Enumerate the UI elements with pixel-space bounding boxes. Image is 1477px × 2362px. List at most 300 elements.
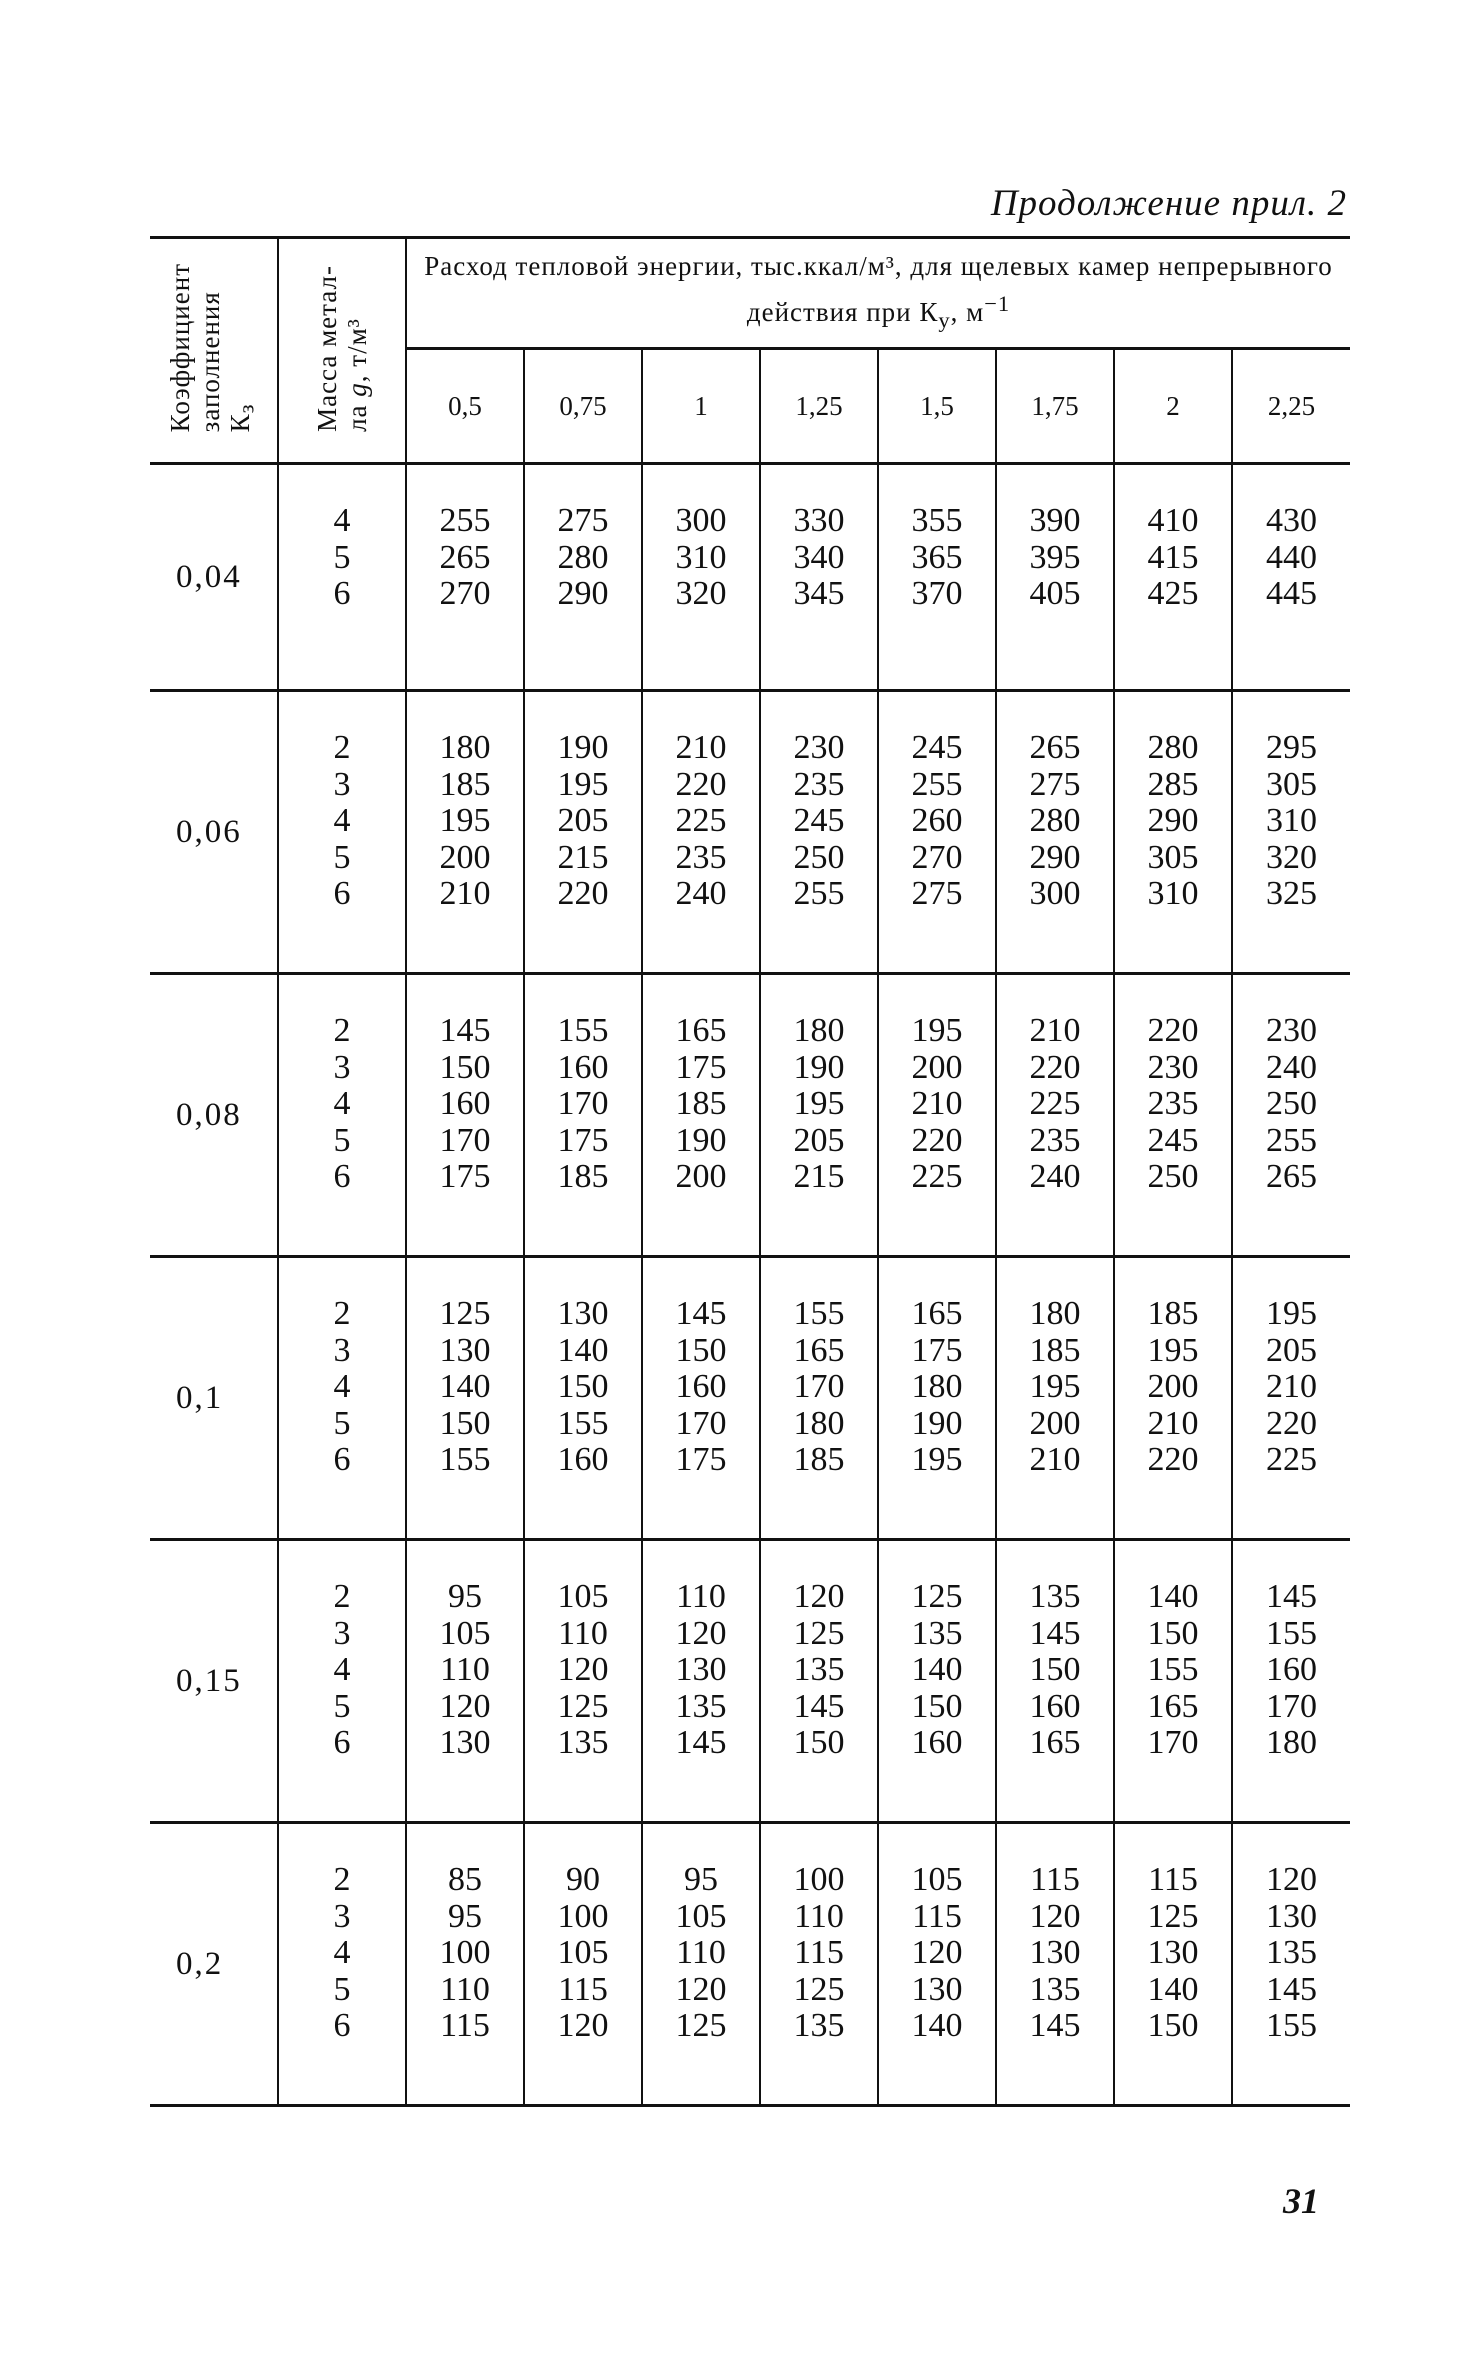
heat-consumption-value: 110 — [440, 1651, 490, 1688]
heat-consumption-value: 210 — [439, 875, 491, 912]
heat-consumption-value: 145 — [439, 1012, 491, 1049]
metal-mass-value: 2 — [333, 729, 351, 766]
heat-consumption-value: 125 — [793, 1614, 845, 1652]
heat-consumption-value: 195 — [911, 1441, 963, 1478]
heat-consumption-value: 175 — [675, 1048, 727, 1086]
heat-consumption-value: 160 — [1266, 1651, 1318, 1688]
heat-consumption-value: 155 — [439, 1441, 491, 1478]
fill-coefficient-cell: 0,1 — [150, 1257, 278, 1540]
heat-consumption-value: 120 — [675, 1614, 727, 1652]
heat-consumption-value: 235 — [675, 838, 727, 876]
heat-consumption-cell — [406, 464, 524, 691]
header-fill-coefficient-sub: з — [233, 403, 259, 414]
heat-consumption-value: 105 — [675, 1897, 727, 1935]
heat-consumption-cell — [996, 1257, 1114, 1540]
heat-consumption-value: 140 — [1147, 1970, 1199, 2008]
table-body — [150, 464, 1350, 2106]
metal-mass-value: 5 — [333, 838, 351, 876]
header-k-value: 1,25 — [760, 349, 878, 464]
heat-consumption-value: 395 — [1029, 538, 1081, 576]
fill-coefficient-cell: 0,04 — [150, 464, 278, 691]
heat-consumption-value: 100 — [557, 1897, 609, 1935]
fill-coefficient-cell: 0,06 — [150, 691, 278, 974]
metal-mass-value: 4 — [333, 1651, 351, 1688]
heat-consumption-value: 265 — [439, 538, 491, 576]
heat-consumption-value: 170 — [1147, 1724, 1199, 1761]
heat-consumption-value: 265 — [1029, 729, 1081, 766]
heat-consumption-value: 105 — [439, 1614, 491, 1652]
header-metal-mass — [278, 238, 406, 464]
metal-mass-cell — [278, 1257, 406, 1540]
heat-consumption-value: 115 — [558, 1970, 608, 2008]
heat-consumption-value: 410 — [1147, 502, 1199, 539]
heat-consumption-value: 195 — [793, 1085, 845, 1122]
heat-consumption-value: 115 — [1030, 1861, 1080, 1898]
heat-consumption-cell — [642, 974, 760, 1257]
heat-consumption-value: 150 — [1029, 1651, 1081, 1688]
heat-consumption-value: 155 — [557, 1404, 609, 1442]
heat-consumption-value: 100 — [793, 1861, 845, 1898]
heat-consumption-value: 95 — [448, 1897, 482, 1935]
heat-consumption-value: 140 — [1147, 1578, 1199, 1615]
heat-consumption-value: 210 — [1147, 1404, 1199, 1442]
heat-consumption-cell — [760, 1540, 878, 1823]
heat-consumption-value: 110 — [794, 1897, 844, 1935]
heat-consumption-value: 120 — [557, 1651, 609, 1688]
heat-consumption-value: 120 — [675, 1970, 727, 2008]
heat-consumption-value: 135 — [675, 1687, 727, 1725]
heat-consumption-value: 425 — [1147, 575, 1199, 612]
heat-consumption-value: 305 — [1147, 838, 1199, 876]
heat-consumption-value: 205 — [557, 802, 609, 839]
heat-consumption-value: 135 — [793, 1651, 845, 1688]
heat-consumption-cell — [996, 464, 1114, 691]
header-metal-mass-unit: , т/м³ — [342, 317, 372, 382]
heat-consumption-value: 310 — [675, 538, 727, 576]
metal-mass-value: 3 — [333, 1048, 351, 1086]
heat-consumption-cell — [760, 691, 878, 974]
heat-consumption-value: 200 — [1147, 1368, 1199, 1405]
header-k-value: 1,75 — [996, 349, 1114, 464]
metal-mass-value: 6 — [333, 575, 351, 612]
heat-consumption-value: 440 — [1266, 538, 1318, 576]
heat-consumption-value: 100 — [439, 1934, 491, 1971]
heat-consumption-value: 235 — [1029, 1121, 1081, 1159]
heat-consumption-value: 220 — [675, 765, 727, 803]
heat-consumption-value: 190 — [675, 1121, 727, 1159]
heat-consumption-value: 210 — [1029, 1012, 1081, 1049]
metal-mass-value: 5 — [333, 1121, 351, 1159]
heat-consumption-value: 220 — [1147, 1441, 1199, 1478]
heat-consumption-value: 150 — [439, 1404, 491, 1442]
heat-consumption-cell — [1114, 1823, 1232, 2106]
heat-consumption-value: 320 — [675, 575, 727, 612]
metal-mass-cell — [278, 974, 406, 1257]
heat-consumption-value: 220 — [557, 875, 609, 912]
heat-consumption-value: 160 — [439, 1085, 491, 1122]
heat-consumption-value: 365 — [911, 538, 963, 576]
heat-consumption-value: 130 — [1029, 1934, 1081, 1971]
heat-consumption-value: 175 — [911, 1331, 963, 1369]
heat-consumption-value: 125 — [439, 1295, 491, 1332]
heat-consumption-value: 280 — [1147, 729, 1199, 766]
heat-consumption-cell — [760, 974, 878, 1257]
heat-consumption-value: 85 — [448, 1861, 482, 1898]
fill-coefficient-cell: 0,15 — [150, 1540, 278, 1823]
heat-consumption-value: 125 — [1147, 1897, 1199, 1935]
heat-consumption-value: 205 — [793, 1121, 845, 1159]
header-k-value: 2,25 — [1232, 349, 1350, 464]
heat-consumption-value: 135 — [1266, 1934, 1318, 1971]
heat-consumption-value: 170 — [439, 1121, 491, 1159]
heat-consumption-value: 275 — [1029, 765, 1081, 803]
heat-consumption-value: 170 — [1266, 1687, 1318, 1725]
heat-consumption-value: 310 — [1147, 875, 1199, 912]
heat-consumption-value: 390 — [1029, 502, 1081, 539]
heat-consumption-value: 260 — [911, 802, 963, 839]
heat-consumption-cell — [1232, 464, 1350, 691]
heat-consumption-value: 265 — [1266, 1158, 1318, 1195]
heat-consumption-value: 195 — [1266, 1295, 1318, 1332]
heat-consumption-value: 405 — [1029, 575, 1081, 612]
heat-consumption-value: 130 — [439, 1724, 491, 1761]
heat-consumption-value: 245 — [1147, 1121, 1199, 1159]
header-fill-coefficient — [150, 238, 278, 464]
heat-consumption-value: 140 — [911, 1651, 963, 1688]
metal-mass-value: 4 — [333, 1368, 351, 1405]
heat-consumption-value: 245 — [911, 729, 963, 766]
heat-consumption-value: 340 — [793, 538, 845, 576]
heat-consumption-value: 250 — [793, 838, 845, 876]
heat-consumption-value: 210 — [911, 1085, 963, 1122]
heat-consumption-value: 95 — [448, 1578, 482, 1615]
heat-consumption-value: 165 — [675, 1012, 727, 1049]
heat-consumption-value: 240 — [675, 875, 727, 912]
metal-mass-value: 5 — [333, 1687, 351, 1725]
table-caption: Продолжение прил. 2 — [990, 183, 1347, 224]
metal-mass-value: 3 — [333, 1614, 351, 1652]
heat-consumption-value: 235 — [793, 765, 845, 803]
heat-consumption-value: 130 — [439, 1331, 491, 1369]
heat-consumption-value: 165 — [793, 1331, 845, 1369]
heat-consumption-value: 225 — [1266, 1441, 1318, 1478]
heat-consumption-value: 230 — [793, 729, 845, 766]
heat-consumption-cell — [760, 464, 878, 691]
heat-consumption-value: 200 — [439, 838, 491, 876]
table-row — [150, 1540, 1350, 1823]
heat-consumption-value: 145 — [675, 1724, 727, 1761]
heat-consumption-value: 205 — [1266, 1331, 1318, 1369]
heat-consumption-value: 120 — [557, 2007, 609, 2044]
heat-consumption-value: 115 — [440, 2007, 490, 2044]
heat-consumption-value: 140 — [911, 2007, 963, 2044]
heat-consumption-value: 250 — [1147, 1158, 1199, 1195]
metal-mass-value: 5 — [333, 538, 351, 576]
heat-consumption-value: 185 — [793, 1441, 845, 1478]
heat-consumption-value: 160 — [557, 1441, 609, 1478]
heat-consumption-value: 200 — [1029, 1404, 1081, 1442]
fill-coefficient-cell: 0,08 — [150, 974, 278, 1257]
heat-consumption-value: 235 — [1147, 1085, 1199, 1122]
heat-consumption-value: 115 — [912, 1897, 962, 1935]
heat-consumption-value: 120 — [1266, 1861, 1318, 1898]
heat-consumption-cell — [1232, 974, 1350, 1257]
heat-consumption-value: 120 — [1029, 1897, 1081, 1935]
heat-consumption-value: 175 — [439, 1158, 491, 1195]
heat-consumption-value: 305 — [1266, 765, 1318, 803]
heat-consumption-value: 310 — [1266, 802, 1318, 839]
heat-consumption-value: 180 — [911, 1368, 963, 1405]
metal-mass-value: 2 — [333, 1578, 351, 1615]
heat-consumption-value: 150 — [793, 1724, 845, 1761]
heat-consumption-value: 195 — [557, 765, 609, 803]
metal-mass-value: 2 — [333, 1012, 351, 1049]
heat-consumption-value: 120 — [911, 1934, 963, 1971]
metal-mass-cell — [278, 691, 406, 974]
heat-consumption-cell — [524, 974, 642, 1257]
metal-mass-value: 3 — [333, 765, 351, 803]
metal-mass-value: 6 — [333, 1158, 351, 1195]
heat-consumption-value: 220 — [1029, 1048, 1081, 1086]
heat-consumption-value: 145 — [1029, 2007, 1081, 2044]
heat-consumption-value: 220 — [1266, 1404, 1318, 1442]
heat-consumption-cell — [996, 1540, 1114, 1823]
heat-consumption-cell — [996, 691, 1114, 974]
heat-consumption-value: 120 — [439, 1687, 491, 1725]
heat-consumption-value: 125 — [675, 2007, 727, 2044]
heat-consumption-value: 110 — [558, 1614, 608, 1652]
heat-consumption-cell — [642, 464, 760, 691]
heat-consumption-cell — [760, 1823, 878, 2106]
metal-mass-value: 4 — [333, 1934, 351, 1971]
heat-consumption-value: 225 — [1029, 1085, 1081, 1122]
heat-consumption-value: 160 — [557, 1048, 609, 1086]
heat-consumption-value: 290 — [557, 575, 609, 612]
heat-consumption-value: 160 — [911, 1724, 963, 1761]
metal-mass-value: 6 — [333, 1441, 351, 1478]
heat-consumption-value: 170 — [793, 1368, 845, 1405]
heat-consumption-value: 130 — [557, 1295, 609, 1332]
heat-consumption-value: 255 — [911, 765, 963, 803]
metal-mass-value: 4 — [333, 1085, 351, 1122]
heat-consumption-value: 150 — [557, 1368, 609, 1405]
heat-consumption-cell — [406, 1823, 524, 2106]
heat-consumption-cell — [524, 1823, 642, 2106]
metal-mass-cell — [278, 464, 406, 691]
heat-consumption-value: 120 — [793, 1578, 845, 1615]
heat-consumption-cell — [524, 1540, 642, 1823]
heat-consumption-value: 275 — [911, 875, 963, 912]
heat-consumption-value: 160 — [675, 1368, 727, 1405]
heat-consumption-value: 130 — [1266, 1897, 1318, 1935]
heat-consumption-value: 150 — [675, 1331, 727, 1369]
header-heat-consumption-sub: у — [938, 307, 951, 333]
heat-consumption-value: 90 — [566, 1861, 600, 1898]
heat-consumption-cell — [996, 974, 1114, 1257]
heat-consumption-value: 130 — [1147, 1934, 1199, 1971]
heat-consumption-value: 175 — [675, 1441, 727, 1478]
heat-consumption-value: 185 — [1029, 1331, 1081, 1369]
header-k-value: 1,5 — [878, 349, 996, 464]
page-number: 31 — [1283, 2181, 1319, 2221]
heat-consumption-value: 270 — [439, 575, 491, 612]
heat-consumption-cell — [878, 1540, 996, 1823]
heat-consumption-value: 180 — [1266, 1724, 1318, 1761]
heat-consumption-value: 190 — [557, 729, 609, 766]
heat-consumption-value: 210 — [1029, 1441, 1081, 1478]
metal-mass-value: 6 — [333, 1724, 351, 1761]
heat-consumption-value: 145 — [793, 1687, 845, 1725]
table-row — [150, 464, 1350, 691]
table-row — [150, 691, 1350, 974]
header-metal-mass-line2a: ла — [342, 396, 372, 432]
heat-consumption-value: 180 — [439, 729, 491, 766]
heat-consumption-value: 150 — [439, 1048, 491, 1086]
heat-consumption-value: 180 — [793, 1404, 845, 1442]
heat-consumption-value: 280 — [557, 538, 609, 576]
heat-consumption-value: 140 — [439, 1368, 491, 1405]
heat-consumption-value: 180 — [793, 1012, 845, 1049]
heat-consumption-value: 155 — [557, 1012, 609, 1049]
metal-mass-value: 4 — [333, 802, 351, 839]
heat-consumption-value: 250 — [1266, 1085, 1318, 1122]
heat-consumption-value: 145 — [1029, 1614, 1081, 1652]
heat-consumption-value: 230 — [1147, 1048, 1199, 1086]
table-row — [150, 1823, 1350, 2106]
heat-consumption-value: 125 — [793, 1970, 845, 2008]
heat-consumption-value: 165 — [1147, 1687, 1199, 1725]
table-row — [150, 1257, 1350, 1540]
heat-consumption-value: 155 — [1266, 2007, 1318, 2044]
heat-consumption-value: 135 — [1029, 1578, 1081, 1615]
heat-consumption-value: 130 — [675, 1651, 727, 1688]
heat-consumption-value: 280 — [1029, 802, 1081, 839]
heat-consumption-value: 150 — [1147, 1614, 1199, 1652]
heat-consumption-value: 210 — [675, 729, 727, 766]
heat-consumption-value: 105 — [557, 1578, 609, 1615]
heat-consumption-value: 135 — [911, 1614, 963, 1652]
heat-consumption-value: 220 — [1147, 1012, 1199, 1049]
heat-consumption-value: 135 — [557, 1724, 609, 1761]
heat-consumption-value: 185 — [1147, 1295, 1199, 1332]
heat-consumption-value: 300 — [675, 502, 727, 539]
metal-mass-value: 6 — [333, 875, 351, 912]
header-fill-coefficient-text: Коэффициент заполнения К — [165, 263, 256, 433]
heat-consumption-value: 210 — [1266, 1368, 1318, 1405]
heat-consumption-value: 195 — [1147, 1331, 1199, 1369]
heat-consumption-value: 290 — [1147, 802, 1199, 839]
heat-consumption-cell — [406, 1540, 524, 1823]
heat-consumption-value: 345 — [793, 575, 845, 612]
heat-consumption-value: 145 — [1266, 1970, 1318, 2008]
heat-consumption-cell — [1114, 691, 1232, 974]
heat-consumption-value: 125 — [911, 1578, 963, 1615]
header-heat-consumption — [406, 238, 1350, 349]
heat-consumption-value: 325 — [1266, 875, 1318, 912]
heat-consumption-value: 110 — [676, 1934, 726, 1971]
heat-consumption-cell — [1232, 1257, 1350, 1540]
heat-consumption-cell — [1114, 974, 1232, 1257]
heat-consumption-value: 290 — [1029, 838, 1081, 876]
heat-consumption-value: 175 — [557, 1121, 609, 1159]
table-row — [150, 974, 1350, 1257]
fill-coefficient-cell: 0,2 — [150, 1823, 278, 2106]
metal-mass-cell — [278, 1540, 406, 1823]
header-heat-consumption-unit: , м — [950, 296, 985, 327]
heat-consumption-value: 150 — [911, 1687, 963, 1725]
heat-consumption-value: 190 — [793, 1048, 845, 1086]
heat-consumption-value: 195 — [439, 802, 491, 839]
heat-consumption-value: 185 — [439, 765, 491, 803]
metal-mass-value: 6 — [333, 2007, 351, 2044]
heat-consumption-value: 110 — [440, 1970, 490, 2008]
heat-consumption-cell — [642, 1257, 760, 1540]
heat-consumption-value: 270 — [911, 838, 963, 876]
heat-consumption-cell — [524, 691, 642, 974]
heat-consumption-value: 110 — [676, 1578, 726, 1615]
heat-consumption-value: 215 — [793, 1158, 845, 1195]
heat-consumption-value: 355 — [911, 502, 963, 539]
header-k-value: 0,75 — [524, 349, 642, 464]
heat-consumption-value: 180 — [1029, 1295, 1081, 1332]
heat-consumption-value: 150 — [1147, 2007, 1199, 2044]
heat-consumption-value: 105 — [911, 1861, 963, 1898]
heat-consumption-value: 225 — [675, 802, 727, 839]
heat-consumption-cell — [1232, 1823, 1350, 2106]
heat-consumption-value: 95 — [684, 1861, 718, 1898]
heat-consumption-value: 255 — [1266, 1121, 1318, 1159]
heat-consumption-cell — [1114, 1257, 1232, 1540]
metal-mass-value: 2 — [333, 1861, 351, 1898]
header-k-value: 0,5 — [406, 349, 524, 464]
metal-mass-value: 5 — [333, 1970, 351, 2008]
heat-consumption-value: 155 — [1266, 1614, 1318, 1652]
heat-consumption-value: 140 — [557, 1331, 609, 1369]
heat-consumption-value: 415 — [1147, 538, 1199, 576]
heat-consumption-value: 245 — [793, 802, 845, 839]
heat-consumption-value: 195 — [911, 1012, 963, 1049]
heat-consumption-value: 200 — [675, 1158, 727, 1195]
heat-consumption-value: 255 — [793, 875, 845, 912]
heat-consumption-cell — [1232, 691, 1350, 974]
heat-consumption-value: 170 — [557, 1085, 609, 1122]
heat-consumption-value: 370 — [911, 575, 963, 612]
heat-consumption-value: 230 — [1266, 1012, 1318, 1049]
heat-consumption-value: 160 — [1029, 1687, 1081, 1725]
heat-consumption-cell — [524, 1257, 642, 1540]
heat-consumption-value: 285 — [1147, 765, 1199, 803]
heat-consumption-value: 195 — [1029, 1368, 1081, 1405]
heat-consumption-cell — [642, 691, 760, 974]
heat-consumption-cell — [878, 691, 996, 974]
heat-consumption-value: 430 — [1266, 502, 1318, 539]
heat-consumption-value: 155 — [1147, 1651, 1199, 1688]
heat-consumption-value: 215 — [557, 838, 609, 876]
heat-consumption-value: 200 — [911, 1048, 963, 1086]
metal-mass-value: 3 — [333, 1897, 351, 1935]
heat-consumption-cell — [878, 464, 996, 691]
heat-consumption-cell — [996, 1823, 1114, 2106]
heat-consumption-value: 165 — [1029, 1724, 1081, 1761]
heat-consumption-cell — [1114, 1540, 1232, 1823]
heat-consumption-value: 330 — [793, 502, 845, 539]
heat-consumption-cell — [406, 691, 524, 974]
header-heat-consumption-text: Расход тепловой энергии, тыс.ккал/м³, для щелевых камер непрерывного действия при К — [424, 250, 1333, 327]
heat-consumption-value: 300 — [1029, 875, 1081, 912]
heat-consumption-cell — [878, 1823, 996, 2106]
heat-consumption-value: 155 — [793, 1295, 845, 1332]
heat-consumption-value: 165 — [911, 1295, 963, 1332]
